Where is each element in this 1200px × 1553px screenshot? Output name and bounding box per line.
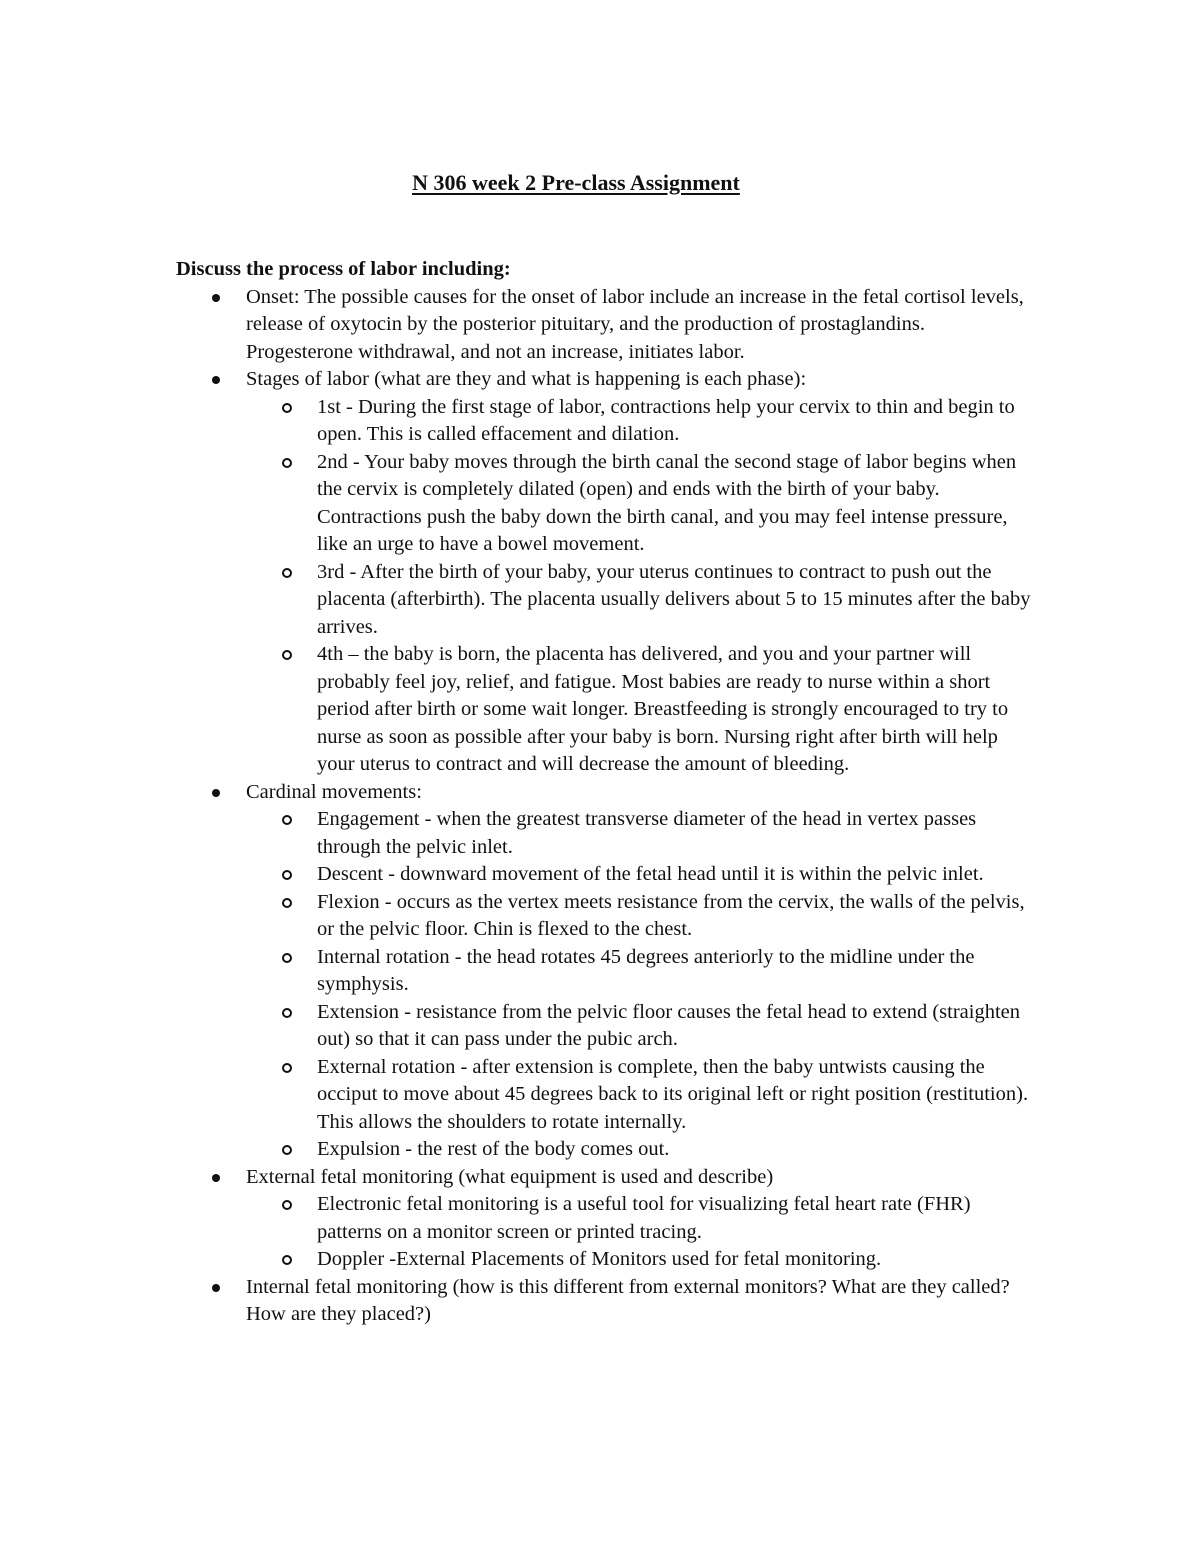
- sub-list-item-text: Electronic fetal monitoring is a useful tool for visualizing fetal heart rate (FHR) patterns on a monitor screen or printed tracing.: [317, 1193, 971, 1243]
- sub-list-item-text: 2nd - Your baby moves through the birth canal the second stage of labor begins when the cervix is completely dilated (open) and ends with the birth of your baby. Contractions push the baby down the birth canal, and you may feel intense pressure, like an urge to have a bowel movement.: [317, 450, 1017, 555]
- sub-list-item: [317, 944, 1036, 999]
- list-item-cardinal-movements: [246, 779, 1036, 1164]
- main-bullet-list: [176, 284, 1036, 1329]
- hollow-bullet-icon: [282, 1145, 292, 1155]
- sub-list-item: [317, 861, 1036, 889]
- sub-list-item-text: 4th – the baby is born, the placenta has delivered, and you and your partner will probably feel joy, relief, and fatigue. Most babies are ready to nurse within a short period after birth or some wait longer. Breastfeeding is strongly encouraged to try to nurse as soon as possible after your baby is born. Nursing right after birth will help your uterus to contract and will decrease the amount of bleeding.: [317, 643, 1009, 775]
- list-item-internal-fetal-monitoring: [246, 1274, 1036, 1329]
- hollow-bullet-icon: [282, 1255, 292, 1265]
- document-title: N 306 week 2 Pre-class Assignment: [412, 170, 740, 195]
- sub-list-item: [317, 1191, 1036, 1246]
- bullet-icon: [212, 789, 220, 797]
- hollow-bullet-icon: [282, 1063, 292, 1073]
- hollow-bullet-icon: [282, 1008, 292, 1018]
- sub-list-item: [317, 806, 1036, 861]
- sub-list-item-text: Engagement - when the greatest transverse diameter of the head in vertex passes through the pelvic inlet.: [317, 808, 977, 858]
- list-item-text: Cardinal movements:: [246, 780, 422, 803]
- list-item-stages-of-labor: [246, 366, 1036, 779]
- sub-list-item: [317, 449, 1036, 559]
- hollow-bullet-icon: [282, 898, 292, 908]
- sub-bullet-list: [246, 394, 1036, 779]
- list-item-onset: [246, 284, 1036, 367]
- sub-bullet-list: [246, 806, 1036, 1164]
- hollow-bullet-icon: [282, 650, 292, 660]
- hollow-bullet-icon: [282, 403, 292, 413]
- sub-list-item: [317, 641, 1036, 779]
- hollow-bullet-icon: [282, 953, 292, 963]
- sub-list-item-text: Doppler -External Placements of Monitors used for fetal monitoring.: [317, 1248, 882, 1270]
- bullet-icon: [212, 1174, 220, 1182]
- sub-list-item: [317, 559, 1036, 642]
- sub-list-item-text: 3rd - After the birth of your baby, your uterus continues to contract to push out the placenta (afterbirth). The placenta usually delivers about 5 to 15 minutes after the baby arrives.: [317, 560, 1031, 638]
- section-heading: Discuss the process of labor including:: [176, 258, 511, 280]
- sub-list-item-text: 1st - During the first stage of labor, contractions help your cervix to thin and begin to open. This is called effacement and dilation.: [317, 395, 1015, 445]
- sub-list-item-text: External rotation - after extension is complete, then the baby untwists causing the occiput to move about 45 degrees back to its original left or right position (restitution). This allows the shoulders to rotate internally.: [317, 1055, 1029, 1133]
- sub-list-item: [317, 1054, 1036, 1137]
- bullet-icon: [212, 376, 220, 384]
- sub-list-item-text: Internal rotation - the head rotates 45 degrees anteriorly to the midline under the symphysis.: [317, 945, 975, 995]
- sub-list-item: [317, 1136, 1036, 1164]
- sub-bullet-list: [246, 1191, 1036, 1274]
- sub-list-item-text: Expulsion - the rest of the body comes out.: [317, 1138, 670, 1160]
- sub-list-item: [317, 1246, 1036, 1274]
- list-item-text: External fetal monitoring (what equipment is used and describe): [246, 1165, 774, 1188]
- sub-list-item: [317, 999, 1036, 1054]
- list-item-text: Onset: The possible causes for the onset of labor include an increase in the fetal cortisol levels, release of oxytocin by the posterior pituitary, and the production of prostaglandins. Progesterone withdrawal, and not an increase, initiates labor.: [246, 285, 1024, 363]
- sub-list-item-text: Flexion - occurs as the vertex meets resistance from the cervix, the walls of the pelvis, or the pelvic floor. Chin is flexed to the chest.: [317, 890, 1025, 940]
- bullet-icon: [212, 294, 220, 302]
- document-body: [176, 256, 1036, 1329]
- hollow-bullet-icon: [282, 815, 292, 825]
- bullet-icon: [212, 1284, 220, 1292]
- list-item-text: Internal fetal monitoring (how is this different from external monitors? What are they called? How are they placed?): [246, 1275, 1010, 1325]
- hollow-bullet-icon: [282, 568, 292, 578]
- hollow-bullet-icon: [282, 870, 292, 880]
- list-item-external-fetal-monitoring: [246, 1164, 1036, 1274]
- sub-list-item: [317, 394, 1036, 449]
- sub-list-item-text: Extension - resistance from the pelvic floor causes the fetal head to extend (straighten out) so that it can pass under the pubic arch.: [317, 1000, 1021, 1050]
- hollow-bullet-icon: [282, 458, 292, 468]
- hollow-bullet-icon: [282, 1200, 292, 1210]
- list-item-text: Stages of labor (what are they and what is happening is each phase):: [246, 368, 807, 390]
- sub-list-item: [317, 889, 1036, 944]
- sub-list-item-text: Descent - downward movement of the fetal head until it is within the pelvic inlet.: [317, 863, 984, 885]
